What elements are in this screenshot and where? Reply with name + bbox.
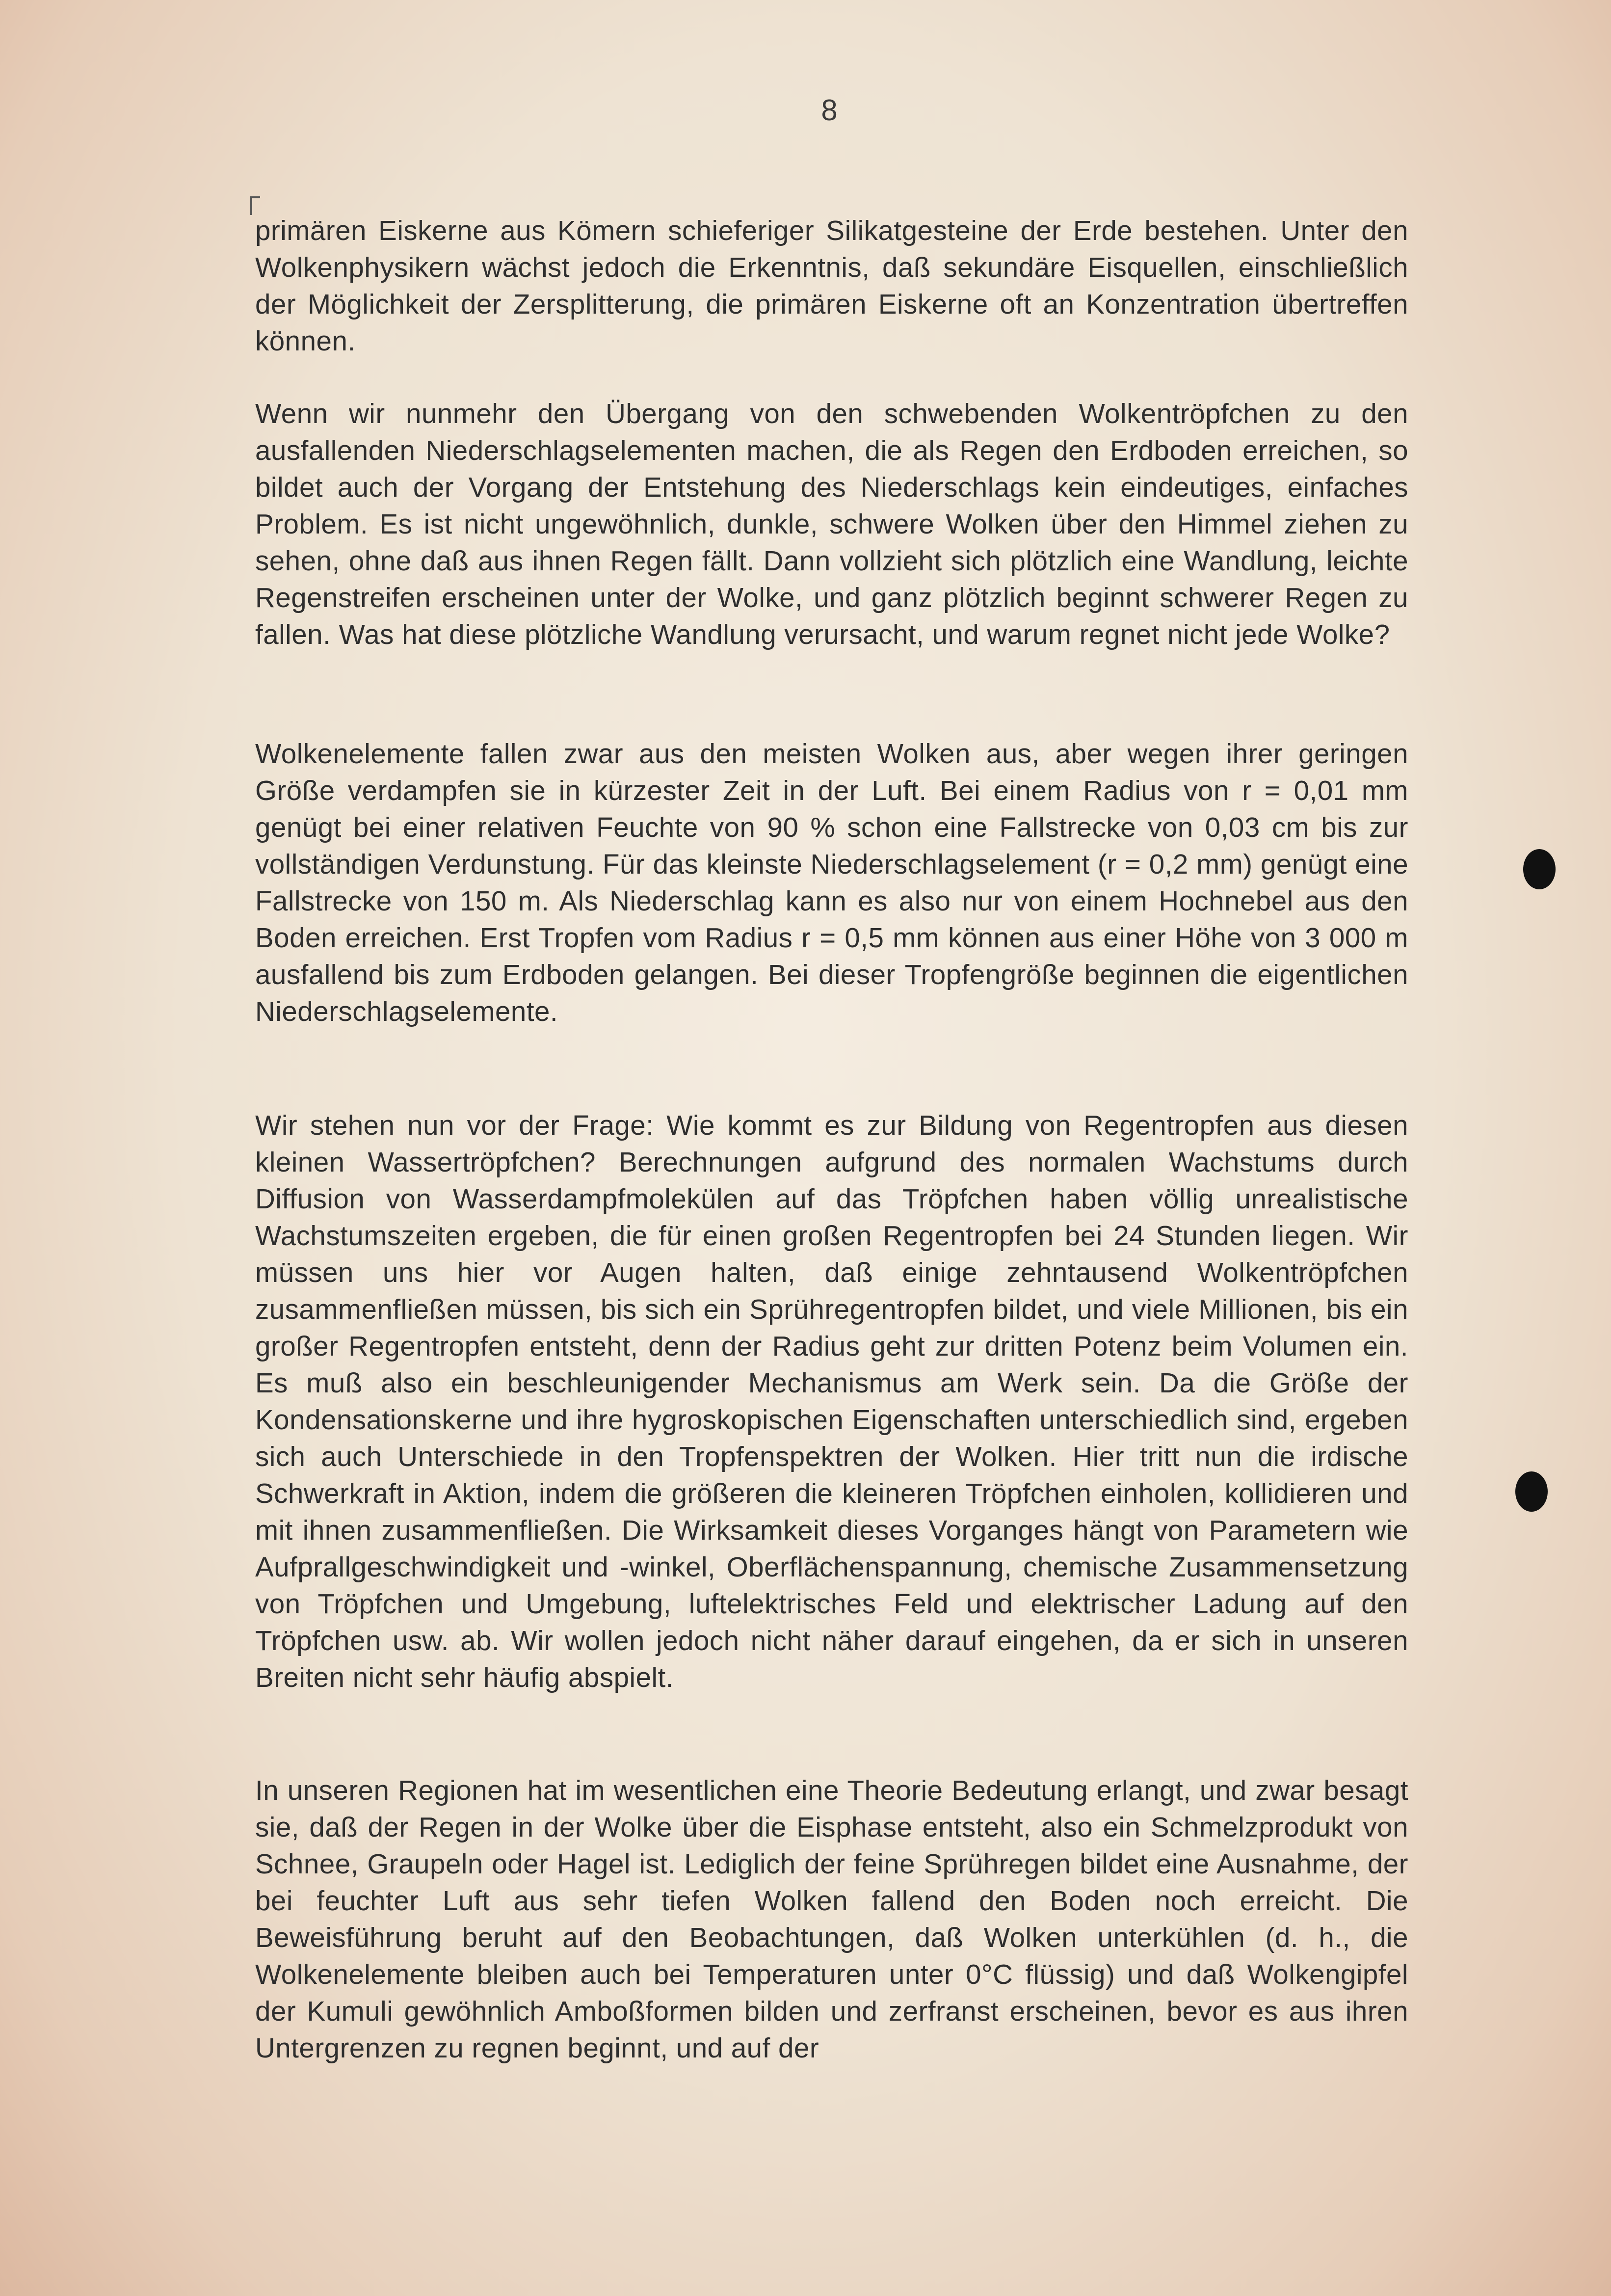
paragraph-5: In unseren Regionen hat im wesentlichen eine Theorie Bedeutung erlangt, und zwar besagt sie, daß der Regen in der Wolke über die Eisphase entsteht, also ein Schmelzprodukt von Schnee, Graupeln oder Hagel ist. Lediglich der feine Sprühregen bildet eine Ausnahme, der bei feuchter Luft aus sehr tiefen Wolken fallend den Boden noch erreicht. Die Beweisführung beruht auf den Beobachtungen, daß Wolken unterkühlen (d. h., die Wolkenelemente bleiben auch bei Temperaturen unter 0°C flüssig) und daß Wolkengipfel der Kumuli gewöhnlich Amboßformen bilden und zerfranst erscheinen, bevor es aus ihren Untergrenzen zu regnen beginnt, und auf der (255, 1775, 1408, 2063)
page-number: 8 (821, 94, 838, 127)
paragraph-1: primären Eiskerne aus Kömern schieferiger Silikatgesteine der Erde bestehen. Unter den Wolkenphysikern wächst jedoch die Erkenntnis, daß sekundäre Eisquellen, einschließlich der Möglichkeit der Zersplitterung, die primären Eiskerne oft an Konzentration übertreffen können. (255, 215, 1408, 356)
punch-hole-upper (1523, 849, 1556, 889)
paragraph-3: Wolkenelemente fallen zwar aus den meisten Wolken aus, aber wegen ihrer geringen Größe verdampfen sie in kürzester Zeit in der Luft. Bei einem Radius von r = 0,01 mm genügt bei einer relativen Feuchte von 90 % schon eine Fallstrecke von 0,03 cm bis zur vollständigen Verdunstung. Für das kleinste Niederschlagselement (r = 0,2 mm) genügt eine Fallstrecke von 150 m. Als Niederschlag kann es also nur von einem Hochnebel aus den Boden erreichen. Erst Tropfen vom Radius r = 0,5 mm können aus einer Höhe von 3 000 m ausfallend bis zum Erdboden gelangen. Bei dieser Tropfengröße beginnen die eigentlichen Niederschlagselemente. (255, 738, 1408, 1027)
paragraph-4: Wir stehen nun vor der Frage: Wie kommt es zur Bildung von Regentropfen aus diesen kleinen Wassertröpfchen? Berechnungen aufgrund des normalen Wachstums durch Diffusion von Wasserdampfmolekülen auf das Tröpfchen haben völlig unrealistische Wachstumszeiten ergeben, die für einen großen Regentropfen bei 24 Stunden liegen. Wir müssen uns hier vor Augen halten, daß einige zehntausend Wolkentröpfchen zusammenfließen müssen, bis sich ein Sprühregentropfen bildet, und viele Millionen, bis ein großer Regentropfen entsteht, denn der Radius geht zur dritten Potenz beim Volumen ein. Es muß also ein beschleunigender Mechanismus am Werk sein. Da die Größe der Kondensationskerne und ihre hygroskopischen Eigenschaften unterschiedlich sind, ergeben sich auch Unterschiede in den Tropfenspektren der Wolken. Hier tritt nun die irdische Schwerkraft in Aktion, indem die größeren die kleineren Tröpfchen einholen, kollidieren und mit ihnen zusammenfließen. Die Wirksamkeit dieses Vorganges hängt von Parametern wie Aufprallgeschwindigkeit und -winkel, Oberflächenspannung, chemische Zusammensetzung von Tröpfchen und Umgebung, luftelektrisches Feld und elektrischer Ladung auf den Tröpfchen usw. ab. Wir wollen jedoch nicht näher darauf eingehen, da er sich in unseren Breiten nicht sehr häufig abspielt. (255, 1110, 1408, 1693)
punch-hole-lower (1515, 1471, 1548, 1512)
paragraph-2: Wenn wir nunmehr den Übergang von den schwebenden Wolkentröpfchen zu den ausfallenden Niederschlagselementen machen, die als Regen den Erdboden erreichen, so bildet auch der Vorgang der Entstehung des Niederschlags kein eindeutiges, einfaches Problem. Es ist nicht ungewöhnlich, dunkle, schwere Wolken über den Himmel ziehen zu sehen, ohne daß aus ihnen Regen fällt. Dann vollzieht sich plötzlich eine Wandlung, leichte Regenstreifen erscheinen unter der Wolke, und ganz plötzlich beginnt schwerer Regen zu fallen. Was hat diese plötzliche Wandlung verursacht, und warum regnet nicht jede Wolke? (255, 398, 1408, 650)
